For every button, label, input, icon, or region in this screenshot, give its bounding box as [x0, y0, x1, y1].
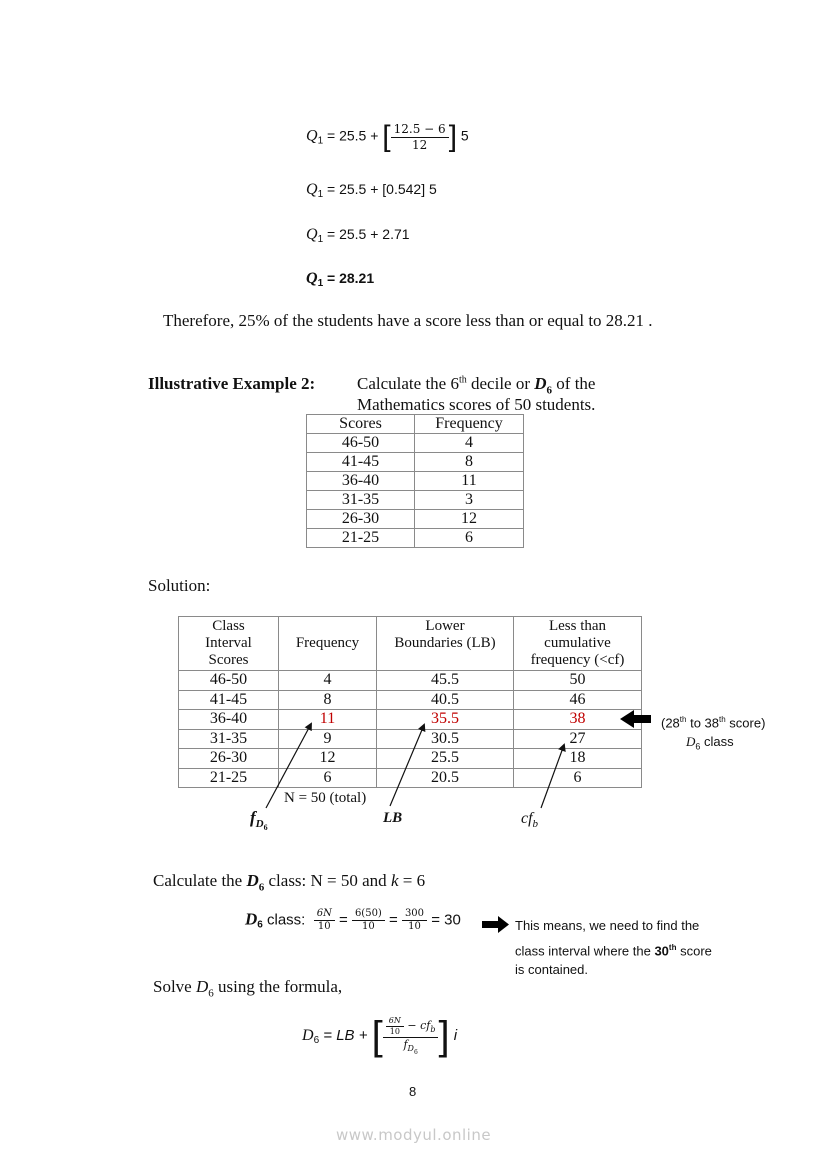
right-bracket: ]: [438, 1014, 450, 1058]
target-score: 30: [654, 943, 669, 959]
inner-fraction: [386, 1016, 404, 1036]
cell-scores: 36-40: [307, 472, 415, 491]
label-cf-b: [521, 810, 538, 830]
q1-prefix: = 25.5 +: [327, 127, 379, 144]
explanation-line: [515, 938, 712, 960]
d6-class-intro: [153, 871, 425, 893]
q1-rhs: = 25.5 + 2.71: [327, 226, 410, 242]
q1-numerator: 12.5 − 6: [391, 122, 449, 137]
formula-fraction: [383, 1016, 439, 1055]
cell-cumulative-frequency: 27: [514, 729, 642, 749]
header-line: Interval: [205, 635, 252, 651]
formula-lhs-text: = LB +: [319, 1026, 372, 1044]
prompt-text: decile or: [466, 374, 535, 393]
numerator: 300: [402, 908, 427, 921]
q1-rhs: = 25.5 + [0.542] 5: [327, 181, 437, 197]
d6-symbol: D: [195, 977, 209, 996]
thick-right-arrow-icon: [482, 916, 509, 933]
ordinal-suffix: th: [719, 715, 726, 724]
cell-lower-boundary: 25.5: [377, 749, 514, 769]
cell-frequency: 6: [415, 529, 524, 548]
k-symbol: k: [390, 871, 399, 890]
header-line: cumulative: [544, 635, 611, 651]
cell-scores: 31-35: [307, 491, 415, 510]
d6-formula: [302, 1016, 457, 1056]
d6-symbol: D: [245, 909, 258, 929]
ordinal-suffix: th: [458, 374, 467, 386]
prompt-text: of the: [552, 374, 596, 393]
class-label: class:: [262, 911, 306, 929]
f-subscript: D: [407, 1043, 414, 1053]
cell-frequency: 8: [415, 453, 524, 472]
side-note-text: to 38: [686, 715, 719, 731]
left-bracket: [: [371, 1014, 383, 1058]
header-line: Less than: [548, 618, 607, 634]
example-label: Illustrative Example 2:: [148, 374, 316, 393]
minus-cf: − cf: [403, 1019, 431, 1033]
explanation-text: score: [676, 943, 712, 959]
prompt-text: Calculate the 6: [357, 374, 459, 393]
page-number: 8: [409, 1084, 417, 1099]
numerator: 6(50): [352, 908, 385, 921]
cell-lower-boundary-highlight: 35.5: [377, 710, 514, 730]
ordinal-suffix: th: [668, 943, 677, 952]
example-prompt-line2: Mathematics scores of 50 students.: [357, 395, 596, 414]
formula-denominator: [383, 1038, 439, 1056]
denominator: 10: [408, 921, 421, 932]
numerator: 6N: [314, 908, 335, 921]
cell-lower-boundary: 20.5: [377, 768, 514, 788]
cell-cumulative-frequency: 46: [514, 690, 642, 710]
explanation-text: class interval where the: [515, 943, 655, 959]
arrow-to-cumulative-frequency: [541, 745, 564, 808]
formula-intro: [153, 977, 342, 999]
side-note-text: (28: [661, 715, 680, 731]
header-line: Frequency: [295, 635, 360, 651]
numerator: 6N: [386, 1016, 404, 1027]
denominator: 10: [362, 921, 375, 932]
cell-frequency: 3: [415, 491, 524, 510]
cell-interval: 36-40: [179, 710, 279, 730]
arrow-to-lower-boundary: [390, 725, 424, 806]
intro-text: = 6: [398, 871, 426, 890]
q1-subscript: 1: [317, 189, 324, 200]
q1-subscript: 1: [317, 135, 324, 147]
denominator: 10: [389, 1026, 400, 1036]
cell-frequency: 8: [279, 690, 377, 710]
ordinal-suffix: th: [679, 715, 687, 724]
watermark: www.modyul.online: [336, 1126, 492, 1144]
denominator: 10: [317, 921, 331, 932]
d6-subscript: 6: [313, 1034, 320, 1046]
solution-label: Solution:: [148, 576, 211, 595]
intro-text: using the formula,: [213, 977, 343, 996]
explanation-line: This means, we need to find the: [515, 918, 700, 933]
cell-frequency: 9: [279, 729, 377, 749]
f-symbol: f: [250, 808, 256, 827]
q1-subscript: 1: [317, 278, 324, 289]
q1-subscript: 1: [317, 234, 324, 245]
d6-symbol: D: [686, 734, 696, 750]
cf-subscript: b: [430, 1025, 436, 1035]
left-bracket: [: [382, 120, 391, 153]
cell-interval: 21-25: [179, 768, 279, 788]
f-subscript: D: [255, 818, 264, 831]
arrow-to-frequency: [266, 724, 311, 808]
decile-subscript: 6: [546, 384, 553, 397]
d6-subscript: 6: [695, 741, 701, 752]
cell-frequency: 12: [279, 749, 377, 769]
cell-cumulative-frequency: 6: [514, 768, 642, 788]
cell-scores: 41-45: [307, 453, 415, 472]
d6-explanation: [515, 916, 712, 979]
f-subsubscript: 6: [413, 1048, 418, 1056]
cell-frequency: 4: [415, 434, 524, 453]
d6-subscript: 6: [208, 987, 214, 1000]
cell-lower-boundary: 40.5: [377, 690, 514, 710]
cell-interval: 41-45: [179, 690, 279, 710]
q1-multiplier: 5: [460, 127, 469, 144]
header-frequency: Frequency: [415, 415, 524, 434]
header-line: frequency (<cf): [530, 652, 625, 668]
cf-subscript: b: [532, 818, 539, 831]
f-subsubscript: 6: [263, 823, 268, 833]
fraction-6n-10: [314, 908, 335, 933]
cell-cumulative-frequency: 50: [514, 671, 642, 691]
d6-class-side-note: [661, 710, 765, 757]
q1-symbol: Q: [306, 127, 318, 145]
side-note-line1: [661, 710, 765, 732]
cell-frequency: 11: [415, 472, 524, 491]
cell-lower-boundary: 45.5: [377, 671, 514, 691]
label-lb: LB: [383, 810, 403, 826]
d6-subscript: 6: [258, 881, 265, 894]
d6-symbol: D: [246, 871, 259, 890]
cell-frequency: 4: [279, 671, 377, 691]
q1-symbol: Q: [306, 181, 318, 198]
formula-numerator: [383, 1016, 439, 1037]
decile-symbol: D: [534, 374, 547, 393]
n-total-label: N = 50 (total): [284, 790, 367, 806]
header-line: Scores: [208, 652, 249, 668]
header-line: Class: [212, 618, 245, 634]
cell-interval: 46-50: [179, 671, 279, 691]
q1-symbol: Q: [306, 270, 318, 287]
d6-subscript: 6: [257, 919, 263, 931]
label-f-d6: [250, 808, 268, 833]
q1-result: = 28.21: [327, 270, 375, 286]
cell-frequency-highlight: 11: [279, 710, 377, 730]
explanation-line: is contained.: [515, 962, 588, 978]
cell-frequency: 6: [279, 768, 377, 788]
intro-text: class: N = 50 and: [264, 871, 391, 890]
cell-lower-boundary: 30.5: [377, 729, 514, 749]
cell-cumulative-frequency: 18: [514, 749, 642, 769]
side-note-line2: [661, 732, 765, 757]
right-bracket: ]: [448, 120, 458, 153]
thick-left-arrow-icon: [620, 710, 651, 728]
cell-interval: 26-30: [179, 749, 279, 769]
intro-text: Solve: [153, 977, 196, 996]
d6-class-computation: $D_6$ class: $\frac{6N}{10}$ = $\frac{6(50)}{10}$ = $\frac{300}{10}$ = 30: [245, 908, 461, 932]
side-note-text: score): [725, 715, 766, 731]
intro-text: Calculate the: [153, 871, 247, 890]
interval-width-symbol: i: [453, 1026, 458, 1044]
cell-cumulative-frequency-highlight: 38: [514, 710, 642, 730]
cell-scores: 46-50: [307, 434, 415, 453]
q1-conclusion: Therefore, 25% of the students have a score less than or equal to 28.21 .: [163, 311, 653, 330]
cell-scores: 21-25: [307, 529, 415, 548]
header-line: Lower: [425, 618, 465, 634]
cell-frequency: 12: [415, 510, 524, 529]
fraction-6x50-10: [352, 908, 385, 933]
fraction-300-10: [402, 908, 427, 933]
q1-symbol: Q: [306, 226, 318, 243]
side-note-text: class: [700, 734, 734, 750]
q1-denominator: 12: [412, 137, 428, 152]
d6-symbol: D: [302, 1026, 314, 1044]
cell-scores: 26-30: [307, 510, 415, 529]
d6-class-result: = 30: [431, 911, 461, 929]
header-line: Boundaries (LB): [394, 635, 496, 651]
cf-symbol: cf: [521, 810, 533, 827]
header-scores: Scores: [307, 415, 415, 434]
cell-interval: 31-35: [179, 729, 279, 749]
f-symbol: f: [403, 1037, 408, 1051]
